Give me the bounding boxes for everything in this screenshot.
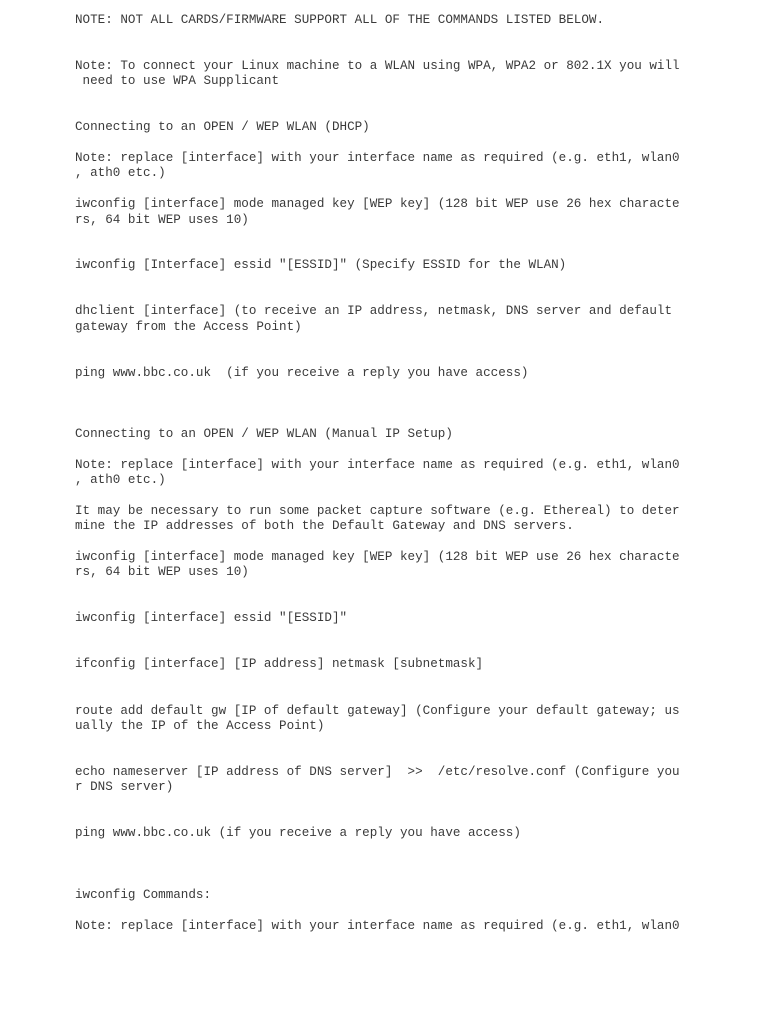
- nameserver-command-line-1: echo nameserver [IP address of DNS server] >> /etc/resolve.conf (Configure you: [75, 765, 680, 779]
- route-command-line-2: ually the IP of the Access Point): [75, 719, 325, 733]
- manual-essid-command: iwconfig [interface] essid "[ESSID]": [75, 611, 348, 625]
- wpa-note-line-1: Note: To connect your Linux machine to a WLAN using WPA, WPA2 or 802.1X you will: [75, 59, 680, 73]
- wpa-note-line-2: need to use WPA Supplicant: [75, 74, 280, 88]
- ifconfig-command: ifconfig [interface] [IP address] netmask [subnetmask]: [75, 657, 484, 671]
- dhclient-command-line-2: gateway from the Access Point): [75, 320, 302, 334]
- firmware-note: NOTE: NOT ALL CARDS/FIRMWARE SUPPORT ALL OF THE COMMANDS LISTED BELOW.: [75, 13, 605, 27]
- dhcp-section-heading: Connecting to an OPEN / WEP WLAN (DHCP): [75, 120, 370, 134]
- dhcp-replace-note-line-2: , ath0 etc.): [75, 166, 166, 180]
- manual-wep-key-line-2: rs, 64 bit WEP uses 10): [75, 565, 249, 579]
- nameserver-command-line-2: r DNS server): [75, 780, 174, 794]
- packet-capture-note-line-1: It may be necessary to run some packet capture software (e.g. Ethereal) to deter: [75, 504, 680, 518]
- iwconfig-commands-heading: iwconfig Commands:: [75, 888, 212, 902]
- manual-ping-command: ping www.bbc.co.uk (if you receive a reply you have access): [75, 826, 521, 840]
- dhcp-ping-command: ping www.bbc.co.uk (if you receive a reply you have access): [75, 366, 529, 380]
- route-command-line-1: route add default gw [IP of default gateway] (Configure your default gateway; us: [75, 704, 680, 718]
- manual-section-heading: Connecting to an OPEN / WEP WLAN (Manual IP Setup): [75, 427, 453, 441]
- packet-capture-note-line-2: mine the IP addresses of both the Default Gateway and DNS servers.: [75, 519, 574, 533]
- dhclient-command-line-1: dhclient [interface] (to receive an IP address, netmask, DNS server and default: [75, 304, 673, 318]
- dhcp-wep-key-line-1: iwconfig [interface] mode managed key [WEP key] (128 bit WEP use 26 hex characte: [75, 197, 680, 211]
- dhcp-wep-key-line-2: rs, 64 bit WEP uses 10): [75, 213, 249, 227]
- manual-replace-note-line-2: , ath0 etc.): [75, 473, 166, 487]
- dhcp-essid-command: iwconfig [Interface] essid "[ESSID]" (Specify ESSID for the WLAN): [75, 258, 567, 272]
- manual-wep-key-line-1: iwconfig [interface] mode managed key [WEP key] (128 bit WEP use 26 hex characte: [75, 550, 680, 564]
- dhcp-replace-note-line-1: Note: replace [interface] with your interface name as required (e.g. eth1, wlan0: [75, 151, 680, 165]
- iwconfig-replace-note: Note: replace [interface] with your interface name as required (e.g. eth1, wlan0: [75, 919, 680, 933]
- manual-replace-note-line-1: Note: replace [interface] with your interface name as required (e.g. eth1, wlan0: [75, 458, 680, 472]
